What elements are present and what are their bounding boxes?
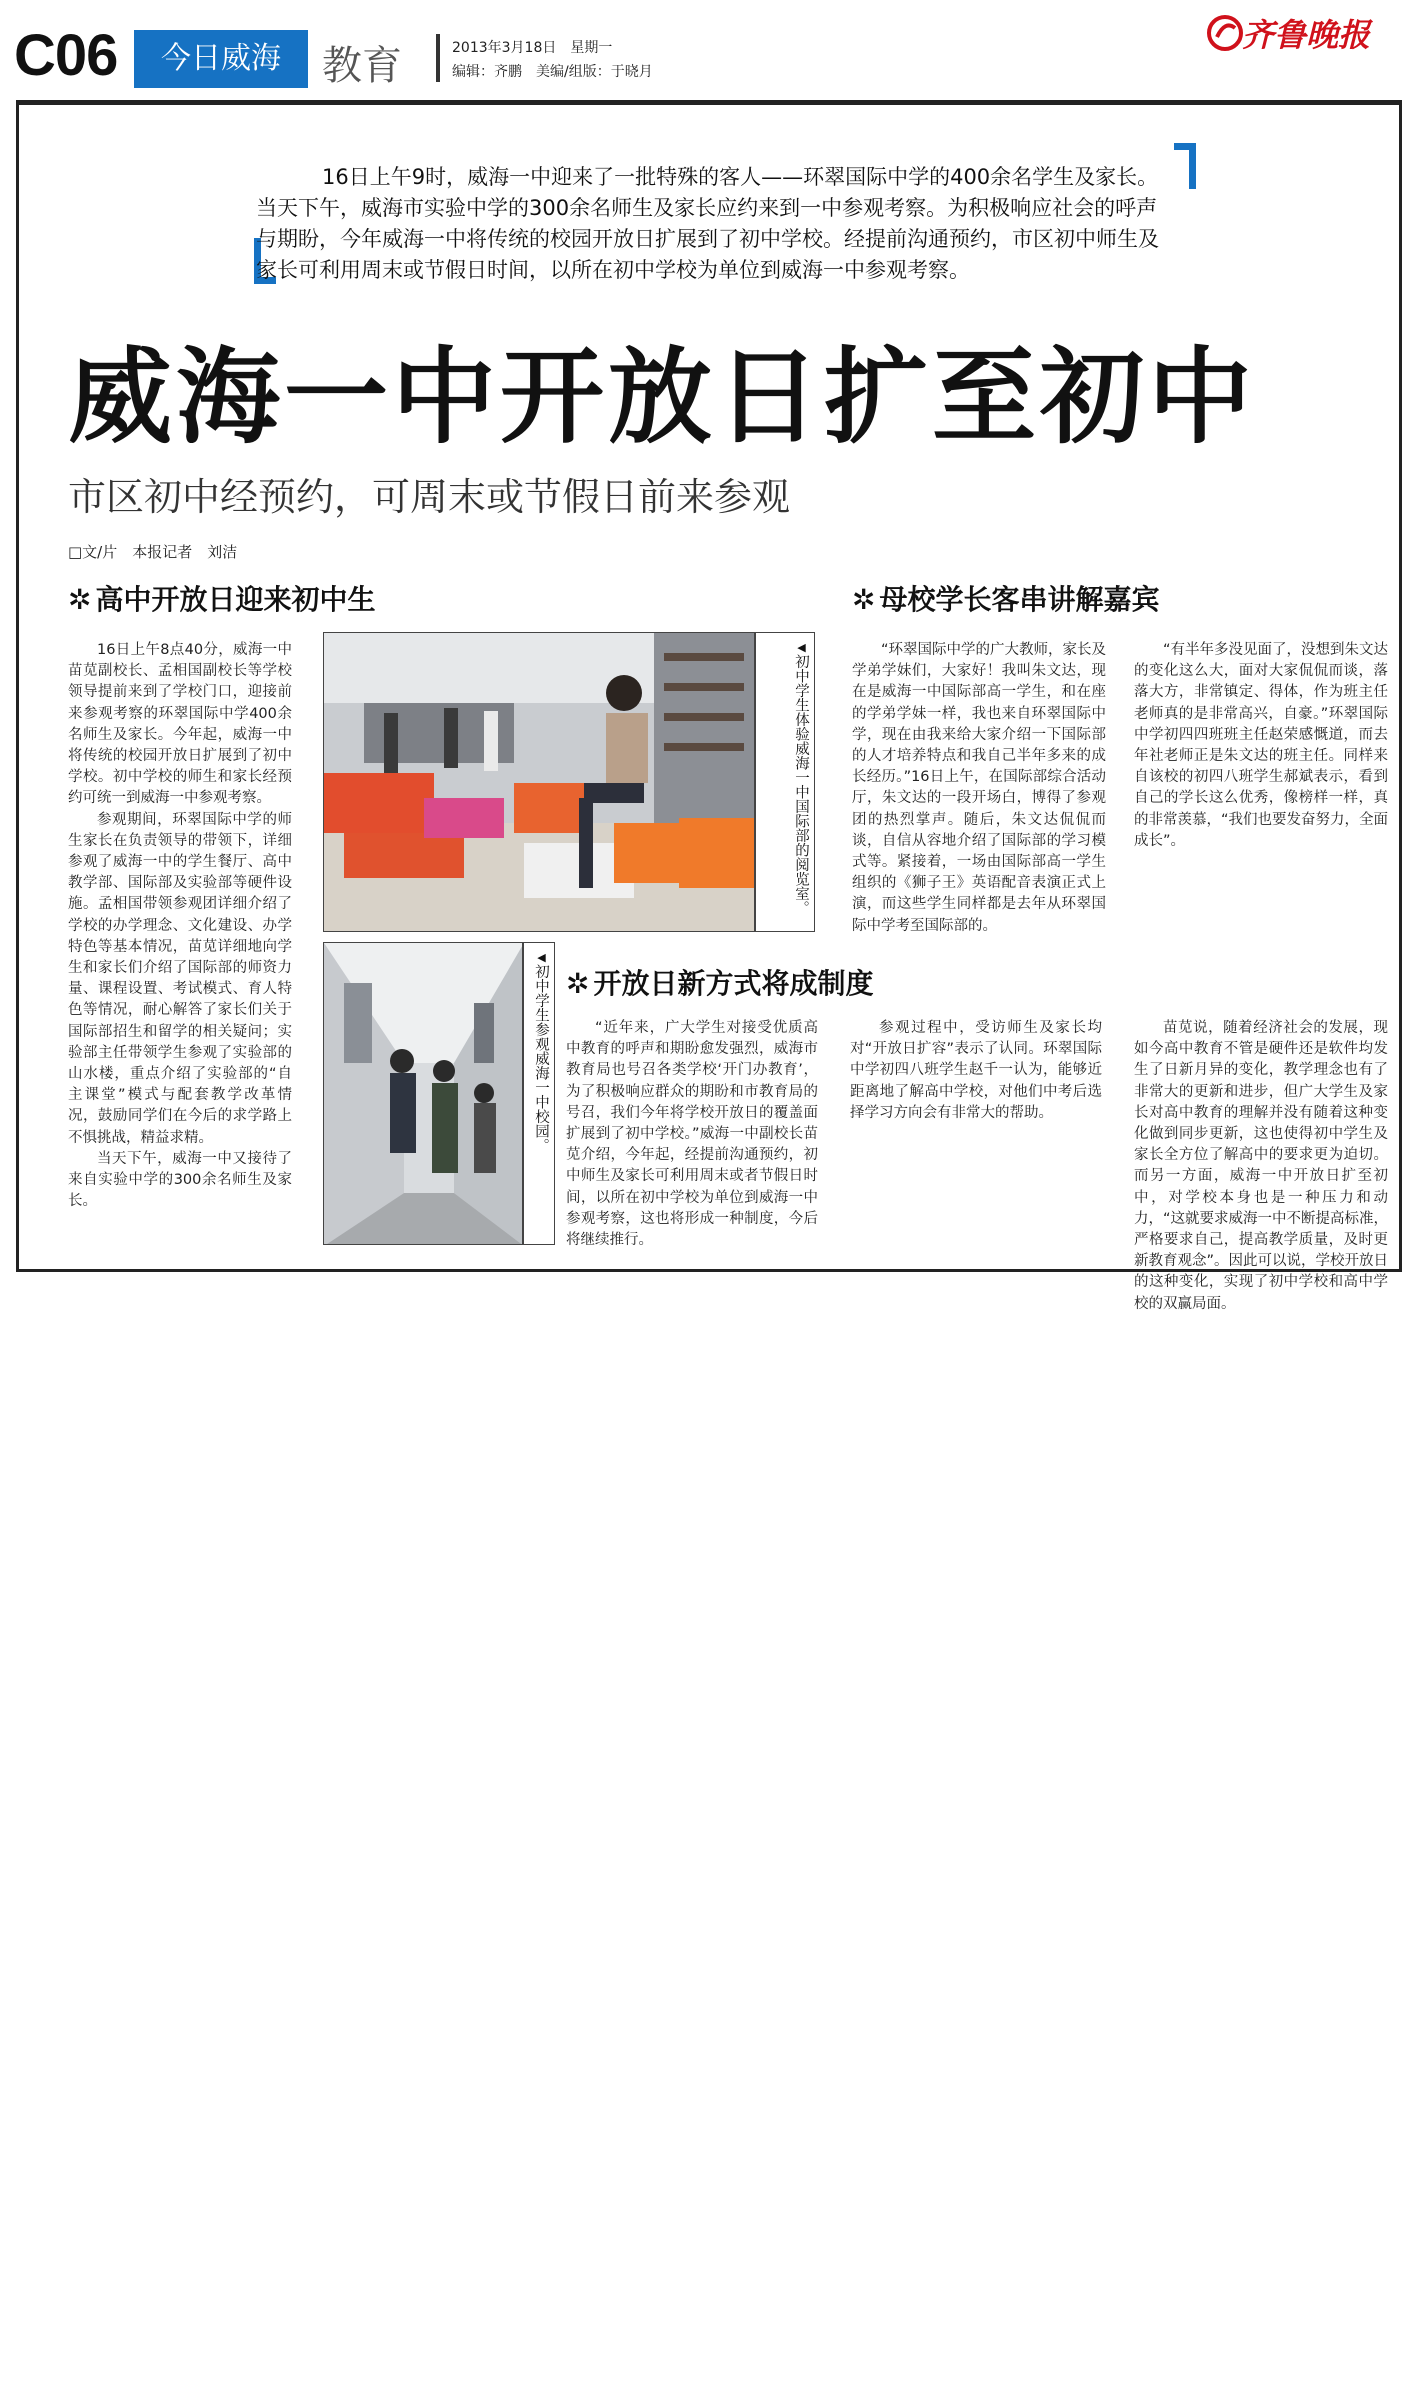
article-subhead: 市区初中经预约，可周末或节假日前来参观 [68, 475, 791, 519]
lead-bracket-top-right [1174, 143, 1196, 189]
section-label: 今日威海 [134, 30, 308, 88]
section-1-paragraph: 参观期间，环翠国际中学的师生家长在负责领导的带领下，详细参观了威海一中的学生餐厅、高中教学部、国际部及实验部等硬件设施。孟相国带领参观团详细介绍了学校的办学理念、文化建设、办学特色等基本情况，苗苋详细地向学生和家长们介绍了国际部的师资力量、课程设置、考试模式、育人特色等情况，耐心解答了家长们关于国际部招生和留学的相关疑问；实验部主任带领学生参观了实验部的山水楼，重点介绍了实验部的“自主课堂”模式与配套教学改革情况，鼓励同学们在今后的求学路上不惧挑战，精益求精。 [68, 811, 292, 1146]
flower-star-icon: ✲ [68, 583, 92, 616]
newspaper-name: 齐鲁晚报 [1242, 16, 1371, 54]
section-3-column-c [1134, 1018, 1388, 1315]
caption-triangle-icon: ◀ [535, 951, 548, 964]
article-lead: 16日上午9时，威海一中迎来了一批特殊的客人——环翠国际中学的400余名学生及家长。当天下午，威海市实验中学的300余名师生及家长应约来到一中参观考察。为积极响应社会的呼声与期盼，今年威海一中将传统的校园开放日扩展到了初中学校。经提前沟通预约，市区初中师生及家长可利用周末或节假日时间，以所在初中学校为单位到威海一中参观考察。 [256, 165, 1159, 282]
masthead-divider [436, 34, 440, 82]
section-2-column-a [852, 640, 1106, 940]
editor-credit: 编辑：齐鹏 美编/组版：于晓月 [452, 64, 653, 80]
byline: □文/片 本报记者 刘洁 [68, 543, 238, 561]
section-3-paragraph: 苗苋说，随着经济社会的发展，现如今高中教育不管是硬件还是软件均发生了日新月异的变化，教学理念也有了非常大的更新和进步，但广大学生及家长对高中教育的理解并没有随着这种变化做到同步更新，这也使得初中学生及家长全方位了解高中的要求更为迫切。而另一方面，威海一中开放日扩至初中，对学校本身也是一种压力和动力，“这就要求威海一中不断提高标准，严格要求自己，提高教学质量，及时更新教育观念”。因此可以说，学校开放日的这种变化，实现了初中学校和高中学校的双赢局面。 [1134, 1020, 1389, 1312]
masthead [0, 0, 1417, 95]
corridor-caption: ◀初中学生参观威海一中校园。 [523, 942, 555, 1245]
section-heading-3: ✲ 开放日新方式将成制度 [566, 967, 874, 1000]
reading-room-caption: ◀初中学生体验威海一中国际部的阅览室。 [755, 632, 815, 932]
reading-room-photo [323, 632, 755, 932]
issue-date: 2013年3月18日 星期一 [452, 40, 613, 56]
section-1-paragraph: 16日上午8点40分，威海一中苗苋副校长、孟相国副校长等学校领导提前来到了学校门口，迎接前来参观考察的环翠国际中学400余名师生及家长。今年起，威海一中将传统的校园开放日扩展到了初中学校。初中学校的师生和家长经预约可统一到威海一中参观考察。 [68, 642, 292, 807]
corridor-photo [323, 942, 523, 1245]
flower-star-icon: ✲ [566, 967, 590, 1000]
section-2-column-b [1134, 640, 1388, 852]
section-1-column [68, 640, 292, 1212]
section-heading-2: ✲ 母校学长客串讲解嘉宾 [852, 583, 1160, 616]
section-2-paragraph: “环翠国际中学的广大教师，家长及学弟学妹们，大家好！我叫朱文达，现在是威海一中国际部高一学生，和在座的学弟学妹一样，我也来自环翠国际中学，现在由我来给大家介绍一下国际部的人才培养特点和我自己半年多来的成长经历。”16日上午，在国际部综合活动厅，朱文达的一段开场白，博得了参观团的热烈掌声。随后，朱文达侃侃而谈，自信从容地介绍了国际部的学习模式等。紧接着，一场由国际部高一学生组织的《狮子王》英语配音表演正式上演，而这些学生同样都是去年从环翠国际中学考至国际部的。 [852, 642, 1106, 934]
section-3-paragraph: “近年来，广大学生对接受优质高中教育的呼声和期盼愈发强烈，威海市教育局也号召各类学校‘开门办教育’，为了积极响应群众的期盼和市教育局的号召，我们今年将学校开放日的覆盖面扩展到了初中学校。”威海一中副校长苗苋介绍，今年起，经提前沟通预约，初中师生及家长可利用周末或者节假日时间，以所在初中学校为单位到威海一中参观考察，这也将形成一种制度，今后将继续推行。 [566, 1020, 818, 1249]
page-number: C06 [14, 23, 118, 88]
section-heading-1: ✲ 高中开放日迎来初中生 [68, 583, 376, 616]
flower-star-icon: ✲ [852, 583, 876, 616]
article-headline: 威海一中开放日扩至初中 [68, 336, 1257, 458]
section-2-paragraph: “有半年多没见面了，没想到朱文达的变化这么大，面对大家侃侃而谈，落落大方，非常镇定、得体，作为班主任老师真的是非常高兴，自豪。”环翠国际中学初四四班班主任赵荣感慨道，而去年社老师正是朱文达的班主任。同样来自该校的初四八班学生郝斌表示，看到自己的学长这么优秀，像榜样一样，真的非常羡慕，“我们也要发奋努力，全面成长”。 [1134, 642, 1389, 849]
caption-triangle-icon: ◀ [795, 641, 808, 654]
section-3-column-a [566, 1018, 818, 1251]
section-1-paragraph: 当天下午，威海一中又接待了来自实验中学的300余名师生及家长。 [68, 1150, 292, 1210]
section-3-paragraph: 参观过程中，受访师生及家长均对“开放日扩容”表示了认同。环翠国际中学初四八班学生赵千一认为，能够近距离地了解高中学校，对他们中考后选择学习方向会有非常大的帮助。 [850, 1020, 1102, 1121]
section-3-column-b [850, 1018, 1102, 1124]
column-label: 教育 [322, 43, 402, 89]
